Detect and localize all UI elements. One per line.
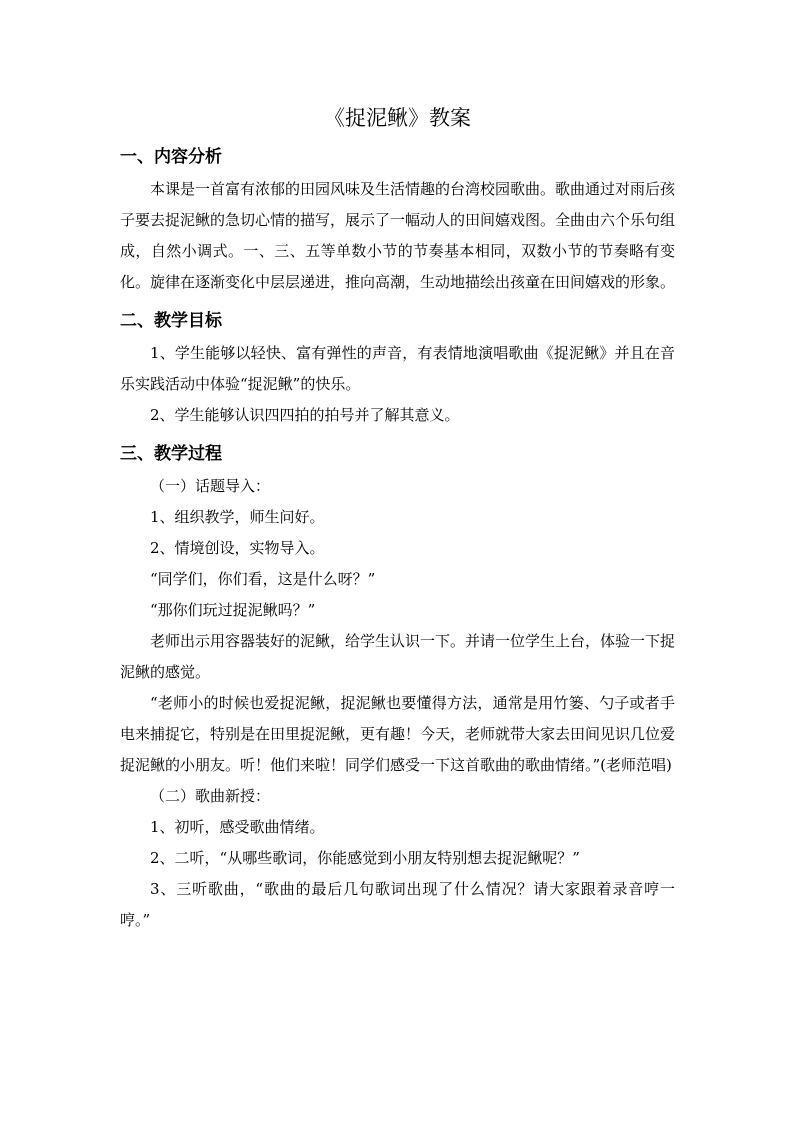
paragraph-listen-1: 1、初听，感受歌曲情绪。 <box>150 818 325 836</box>
paragraph-listen-3: 3、三听歌曲，“歌曲的最后几句歌词出现了什么情况？请大家跟着录音哼一哼。” <box>120 880 675 929</box>
section-heading-teaching-goals: 二、教学目标 <box>120 311 222 331</box>
paragraph-teacher-story: “老师小的时候也爱捉泥鳅，捉泥鳅也要懂得方法，通常是用竹篓、勺子或者手电来捕捉它，特别是在田里捉泥鳅，更有趣！今天，老师就带大家去田间见识几位爱捉泥鳅的小朋友。听！他们来啦！同学们感受一下这首歌曲的歌曲情绪。”(老师范唱) <box>120 694 676 774</box>
paragraph-listen-2: 2、二听，“从哪些歌词，你能感觉到小朋友特别想去捉泥鳅呢？” <box>150 849 580 867</box>
paragraph-process-step: 1、组织教学，师生问好。 <box>150 508 325 526</box>
paragraph-content-analysis: 本课是一首富有浓郁的田园风味及生活情趣的台湾校园歌曲。歌曲通过对雨后孩子要去捉泥鳅的急切心情的描写，展示了一幅动人的田间嬉戏图。全曲由六个乐句组成，自然小调式。一、三、五等单数小节的节奏基本相同，双数小节的节奏略有变化。旋律在逐渐变化中层层递进，推向高潮，生动地描绘出孩童在田间嬉戏的形象。 <box>120 180 676 291</box>
paragraph-goal-1: 1、学生能够以轻快、富有弹性的声音，有表情地演唱歌曲《捉泥鳅》并且在音乐实践活动中体验“捉泥鳅”的快乐。 <box>120 344 675 393</box>
paragraph-new-song-heading: （二）歌曲新授： <box>150 787 271 805</box>
page-title: 《捉泥鳅》教案 <box>324 106 471 130</box>
paragraph-quote: “那你们玩过捉泥鳅吗？” <box>150 601 316 619</box>
paragraph-teacher-demo: 老师出示用容器装好的泥鳅，给学生认识一下。并请一位学生上台，体验一下捉泥鳅的感觉。 <box>120 632 676 681</box>
section-heading-teaching-process: 三、教学过程 <box>120 444 222 464</box>
paragraph-goal-2: 2、学生能够认识四四拍的拍号并了解其意义。 <box>150 406 460 424</box>
document-body <box>120 100 675 936</box>
paragraph-process-step: 2、情境创设，实物导入。 <box>150 539 325 557</box>
paragraph-quote: “同学们，你们看，这是什么呀？” <box>150 570 376 588</box>
section-heading-content-analysis: 一、内容分析 <box>120 147 222 167</box>
paragraph-topic-intro-heading: （一）话题导入： <box>150 477 271 495</box>
